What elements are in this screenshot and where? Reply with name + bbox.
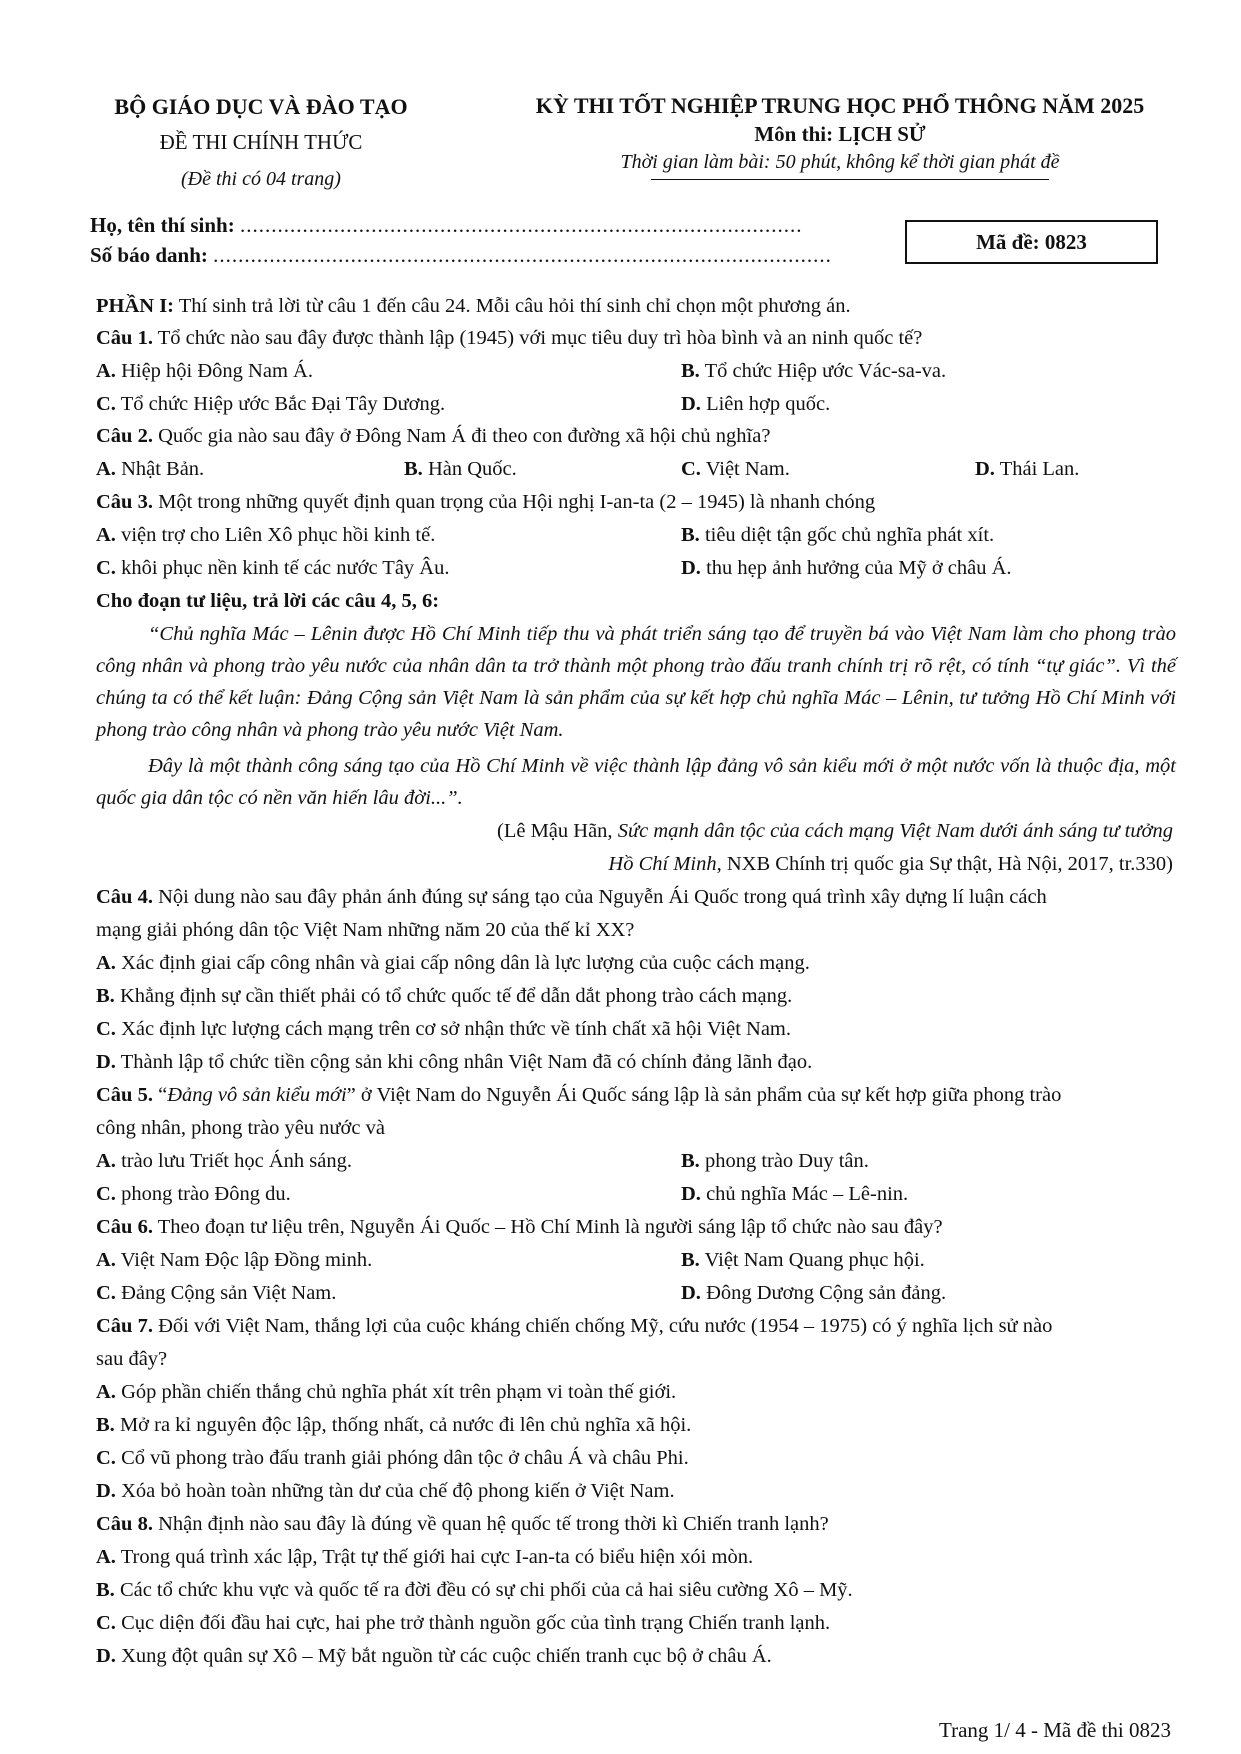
q7-text: Đối với Việt Nam, thắng lợi của cuộc kháng chiến chống Mỹ, cứu nước (1954 – 1975) có ý nghĩa lịch sử nào	[152, 1315, 1053, 1337]
q6-option-b	[681, 1244, 925, 1276]
passage-source-line2	[608, 848, 1173, 880]
option-text: Tổ chức Hiệp ước Vác-sa-va.	[699, 360, 947, 382]
q1-option-a	[96, 355, 313, 387]
option-label: B.	[681, 524, 700, 546]
option-label: A.	[96, 1546, 116, 1568]
header-right	[500, 92, 1180, 176]
option-label: B.	[681, 1249, 700, 1271]
time-note: Thời gian làm bài: 50 phút, không kể thời gian phát đề	[620, 151, 1060, 173]
option-label: C.	[96, 1183, 116, 1205]
passage-intro: Cho đoạn tư liệu, trả lời các câu 4, 5, 6:	[96, 590, 440, 612]
option-text: Góp phần chiến thắng chủ nghĩa phát xít trên phạm vi toàn thế giới.	[115, 1381, 677, 1403]
q1-option-d	[681, 388, 830, 420]
option-text: Việt Nam Quang phục hội.	[699, 1249, 925, 1271]
q5-stem	[96, 1079, 1061, 1111]
option-text: Trong quá trình xác lập, Trật tự thế giới hai cực I-an-ta có biểu hiện xói mòn.	[115, 1546, 754, 1568]
page-footer: Trang 1/ 4 - Mã đề thi 0823	[939, 1718, 1171, 1742]
q5-option-a	[96, 1145, 352, 1177]
q8-text: Nhận định nào sau đây là đúng về quan hệ quốc tế trong thời kì Chiến tranh lạnh?	[152, 1513, 829, 1535]
option-label: D.	[681, 1282, 701, 1304]
candidate-id-label: Số báo danh:	[90, 243, 208, 267]
q3-option-c	[96, 552, 449, 584]
option-label: D.	[681, 557, 701, 579]
q1-option-c	[96, 388, 445, 420]
q1-option-b	[681, 355, 946, 387]
option-label: B.	[96, 985, 115, 1007]
option-label: B.	[96, 1579, 115, 1601]
q3-option-a	[96, 519, 435, 551]
option-label: A.	[96, 952, 116, 974]
option-label: C.	[96, 1282, 116, 1304]
q2-label: Câu 2.	[96, 425, 153, 447]
option-label: D.	[96, 1480, 116, 1502]
q3-text: Một trong những quyết định quan trọng của Hội nghị I-an-ta (2 – 1945) là nhanh chóng	[152, 491, 876, 513]
q1-stem	[96, 322, 922, 354]
q5-quote-text: Đảng vô sản kiểu mới	[167, 1084, 347, 1106]
option-text: phong trào Duy tân.	[699, 1150, 869, 1172]
q8-option-a	[96, 1541, 753, 1573]
ministry-name: BỘ GIÁO DỤC VÀ ĐÀO TẠO	[114, 94, 408, 119]
option-label: A.	[96, 524, 116, 546]
option-label: A.	[96, 360, 116, 382]
q5-text: ” ở Việt Nam do Nguyễn Ái Quốc sáng lập là sản phẩm của sự kết hợp giữa phong trào	[346, 1084, 1062, 1106]
option-label: C.	[96, 1447, 116, 1469]
q7-option-d	[96, 1475, 675, 1507]
q5-option-c	[96, 1178, 291, 1210]
option-text: Mở ra kỉ nguyên độc lập, thống nhất, cả nước đi lên chủ nghĩa xã hội.	[114, 1414, 692, 1436]
q2-option-c	[681, 453, 790, 485]
q3-stem	[96, 486, 875, 518]
option-text: Các tổ chức khu vực và quốc tế ra đời đều có sự chi phối của cả hai siêu cường Xô – Mỹ.	[114, 1579, 853, 1601]
option-label: B.	[681, 360, 700, 382]
option-text: Liên hợp quốc.	[700, 393, 831, 415]
option-label: C.	[96, 1018, 116, 1040]
option-label: B.	[681, 1150, 700, 1172]
q3-option-d	[681, 552, 1012, 584]
q5-label: Câu 5.	[96, 1084, 153, 1106]
option-text: Xác định lực lượng cách mạng trên cơ sở nhận thức về tính chất xã hội Việt Nam.	[115, 1018, 792, 1040]
option-label: C.	[96, 557, 116, 579]
q5-quote-open: “	[152, 1084, 168, 1106]
candidate-name-row	[90, 213, 802, 238]
option-text: Cục diện đối đầu hai cực, hai phe trở thành nguồn gốc của tình trạng Chiến tranh lạnh.	[115, 1612, 831, 1634]
option-label: A.	[96, 1249, 116, 1271]
option-text: Việt Nam Độc lập Đồng minh.	[115, 1249, 373, 1271]
candidate-name-label: Họ, tên thí sinh:	[90, 213, 235, 237]
option-text: Cổ vũ phong trào đấu tranh giải phóng dân tộc ở châu Á và châu Phi.	[115, 1447, 689, 1469]
q2-option-b	[404, 453, 517, 485]
q8-stem	[96, 1508, 829, 1540]
header-left	[96, 92, 426, 196]
q3-label: Câu 3.	[96, 491, 153, 513]
q6-label: Câu 6.	[96, 1216, 153, 1238]
option-label: D.	[96, 1051, 116, 1073]
q8-option-b	[96, 1574, 853, 1606]
option-label: C.	[96, 393, 116, 415]
time-underline	[651, 179, 1049, 180]
pages-note: (Đề thi có 04 trang)	[181, 168, 341, 190]
source-publisher: , NXB Chính trị quốc gia Sự thật, Hà Nội, 2017, tr.330)	[716, 853, 1173, 875]
option-text: Khẳng định sự cần thiết phải có tổ chức quốc tế để dẫn dắt phong trào cách mạng.	[114, 985, 793, 1007]
option-text: khôi phục nền kinh tế các nước Tây Âu.	[115, 557, 450, 579]
option-text: Nhật Bản.	[115, 458, 205, 480]
q2-stem	[96, 420, 770, 452]
option-text: Hàn Quốc.	[422, 458, 517, 480]
option-label: A.	[96, 1150, 116, 1172]
q8-label: Câu 8.	[96, 1513, 153, 1535]
option-label: B.	[96, 1414, 115, 1436]
q4-option-a	[96, 947, 810, 979]
option-label: B.	[404, 458, 423, 480]
option-label: A.	[96, 1381, 116, 1403]
q6-text: Theo đoạn tư liệu trên, Nguyễn Ái Quốc – Hồ Chí Minh là người sáng lập tổ chức nào sau đây?	[152, 1216, 943, 1238]
q1-text: Tổ chức nào sau đây được thành lập (1945) với mục tiêu duy trì hòa bình và an ninh quốc tế?	[152, 327, 923, 349]
option-text: phong trào Đông du.	[115, 1183, 291, 1205]
option-text: Việt Nam.	[700, 458, 790, 480]
source-title-cont: Hồ Chí Minh	[608, 853, 717, 875]
option-label: A.	[96, 458, 116, 480]
option-text: Xung đột quân sự Xô – Mỹ bắt nguồn từ các cuộc chiến tranh cục bộ ở châu Á.	[115, 1645, 772, 1667]
q6-option-d	[681, 1277, 946, 1309]
q4-stem	[96, 881, 1047, 913]
part1-instruction	[96, 290, 851, 322]
option-label: D.	[975, 458, 995, 480]
q2-option-a	[96, 453, 204, 485]
q5-option-b	[681, 1145, 869, 1177]
option-text: Tổ chức Hiệp ước Bắc Đại Tây Dương.	[115, 393, 446, 415]
q7-label: Câu 7.	[96, 1315, 153, 1337]
q2-text: Quốc gia nào sau đây ở Đông Nam Á đi theo con đường xã hội chủ nghĩa?	[152, 425, 771, 447]
q5-option-d	[681, 1178, 908, 1210]
exam-title: KỲ THI TỐT NGHIỆP TRUNG HỌC PHỔ THÔNG NĂM 2025	[535, 93, 1145, 118]
option-text: Thái Lan.	[994, 458, 1080, 480]
option-text: Xóa bỏ hoàn toàn những tàn dư của chế độ phong kiến ở Việt Nam.	[115, 1480, 675, 1502]
q4-option-c	[96, 1013, 791, 1045]
exam-code-box: Mã đề: 0823	[905, 220, 1158, 264]
q7-option-c	[96, 1442, 689, 1474]
q4-stem-cont: mạng giải phóng dân tộc Việt Nam những năm 20 của thế kỉ XX?	[96, 919, 635, 941]
option-label: C.	[96, 1612, 116, 1634]
option-text: Hiệp hội Đông Nam Á.	[115, 360, 313, 382]
q7-option-a	[96, 1376, 676, 1408]
passage-paragraph-2: Đây là một thành công sáng tạo của Hồ Chí Minh về việc thành lập đảng vô sản kiểu mới ở một nước vốn là thuộc địa, một quốc gia dân tộc có nền văn hiến lâu đời...”.	[96, 755, 1176, 809]
candidate-id-dots: ...................................................................................................	[213, 243, 832, 267]
doc-type: ĐỀ THI CHÍNH THỨC	[159, 130, 363, 154]
option-label: D.	[681, 1183, 701, 1205]
q6-option-c	[96, 1277, 336, 1309]
q8-option-d	[96, 1640, 772, 1672]
q4-option-b	[96, 980, 792, 1012]
candidate-id-row	[90, 243, 832, 268]
option-text: tiêu diệt tận gốc chủ nghĩa phát xít.	[699, 524, 995, 546]
source-title: Sức mạnh dân tộc của cách mạng Việt Nam dưới ánh sáng tư tưởng	[617, 820, 1173, 842]
q7-option-b	[96, 1409, 691, 1441]
passage-paragraph-1: “Chủ nghĩa Mác – Lênin được Hồ Chí Minh tiếp thu và phát triển sáng tạo để truyền bá vào Việt Nam làm cho phong trào công nhân và phong trào yêu nước của nhân dân ta trở thành một phong trào đấu tranh chính trị rõ rệt, có tính “tự giác”. Vì thế chúng ta có thể kết luận: Đảng Cộng sản Việt Nam là sản phẩm của sự kết hợp chủ nghĩa Mác – Lênin, tư tưởng Hồ Chí Minh với phong trào công nhân và phong trào yêu nước Việt Nam.	[96, 623, 1176, 741]
candidate-name-dots: ..........................................................................................	[239, 213, 803, 237]
q6-stem	[96, 1211, 943, 1243]
option-label: D.	[96, 1645, 116, 1667]
option-text: thu hẹp ảnh hưởng của Mỹ ở châu Á.	[700, 557, 1012, 579]
part1-text: Thí sinh trả lời từ câu 1 đến câu 24. Mỗi câu hỏi thí sinh chỉ chọn một phương án.	[174, 295, 851, 317]
source-author: (Lê Mậu Hãn,	[497, 820, 618, 842]
option-text: Đảng Cộng sản Việt Nam.	[115, 1282, 337, 1304]
q4-label: Câu 4.	[96, 886, 153, 908]
q2-option-d	[975, 453, 1079, 485]
q5-stem-cont: công nhân, phong trào yêu nước và	[96, 1117, 385, 1139]
q8-option-c	[96, 1607, 830, 1639]
q7-stem-cont: sau đây?	[96, 1348, 168, 1370]
q3-option-b	[681, 519, 994, 551]
q1-label: Câu 1.	[96, 327, 153, 349]
q6-option-a	[96, 1244, 372, 1276]
q7-stem	[96, 1310, 1052, 1342]
option-text: Xác định giai cấp công nhân và giai cấp nông dân là lực lượng của cuộc cách mạng.	[115, 952, 810, 974]
passage-source-line1	[497, 815, 1173, 847]
option-label: C.	[681, 458, 701, 480]
q4-option-d	[96, 1046, 812, 1078]
part1-label: PHẦN I:	[96, 295, 175, 317]
subject: Môn thi: LỊCH SỬ	[754, 122, 926, 146]
option-text: Đông Dương Cộng sản đảng.	[700, 1282, 947, 1304]
option-text: chủ nghĩa Mác – Lê-nin.	[700, 1183, 909, 1205]
option-text: viện trợ cho Liên Xô phục hồi kinh tế.	[115, 524, 436, 546]
option-label: D.	[681, 393, 701, 415]
option-text: trào lưu Triết học Ánh sáng.	[115, 1150, 352, 1172]
option-text: Thành lập tổ chức tiền cộng sản khi công nhân Việt Nam đã có chính đảng lãnh đạo.	[115, 1051, 813, 1073]
q4-text: Nội dung nào sau đây phản ánh đúng sự sáng tạo của Nguyễn Ái Quốc trong quá trình xây dựng lí luận cách	[152, 886, 1047, 908]
